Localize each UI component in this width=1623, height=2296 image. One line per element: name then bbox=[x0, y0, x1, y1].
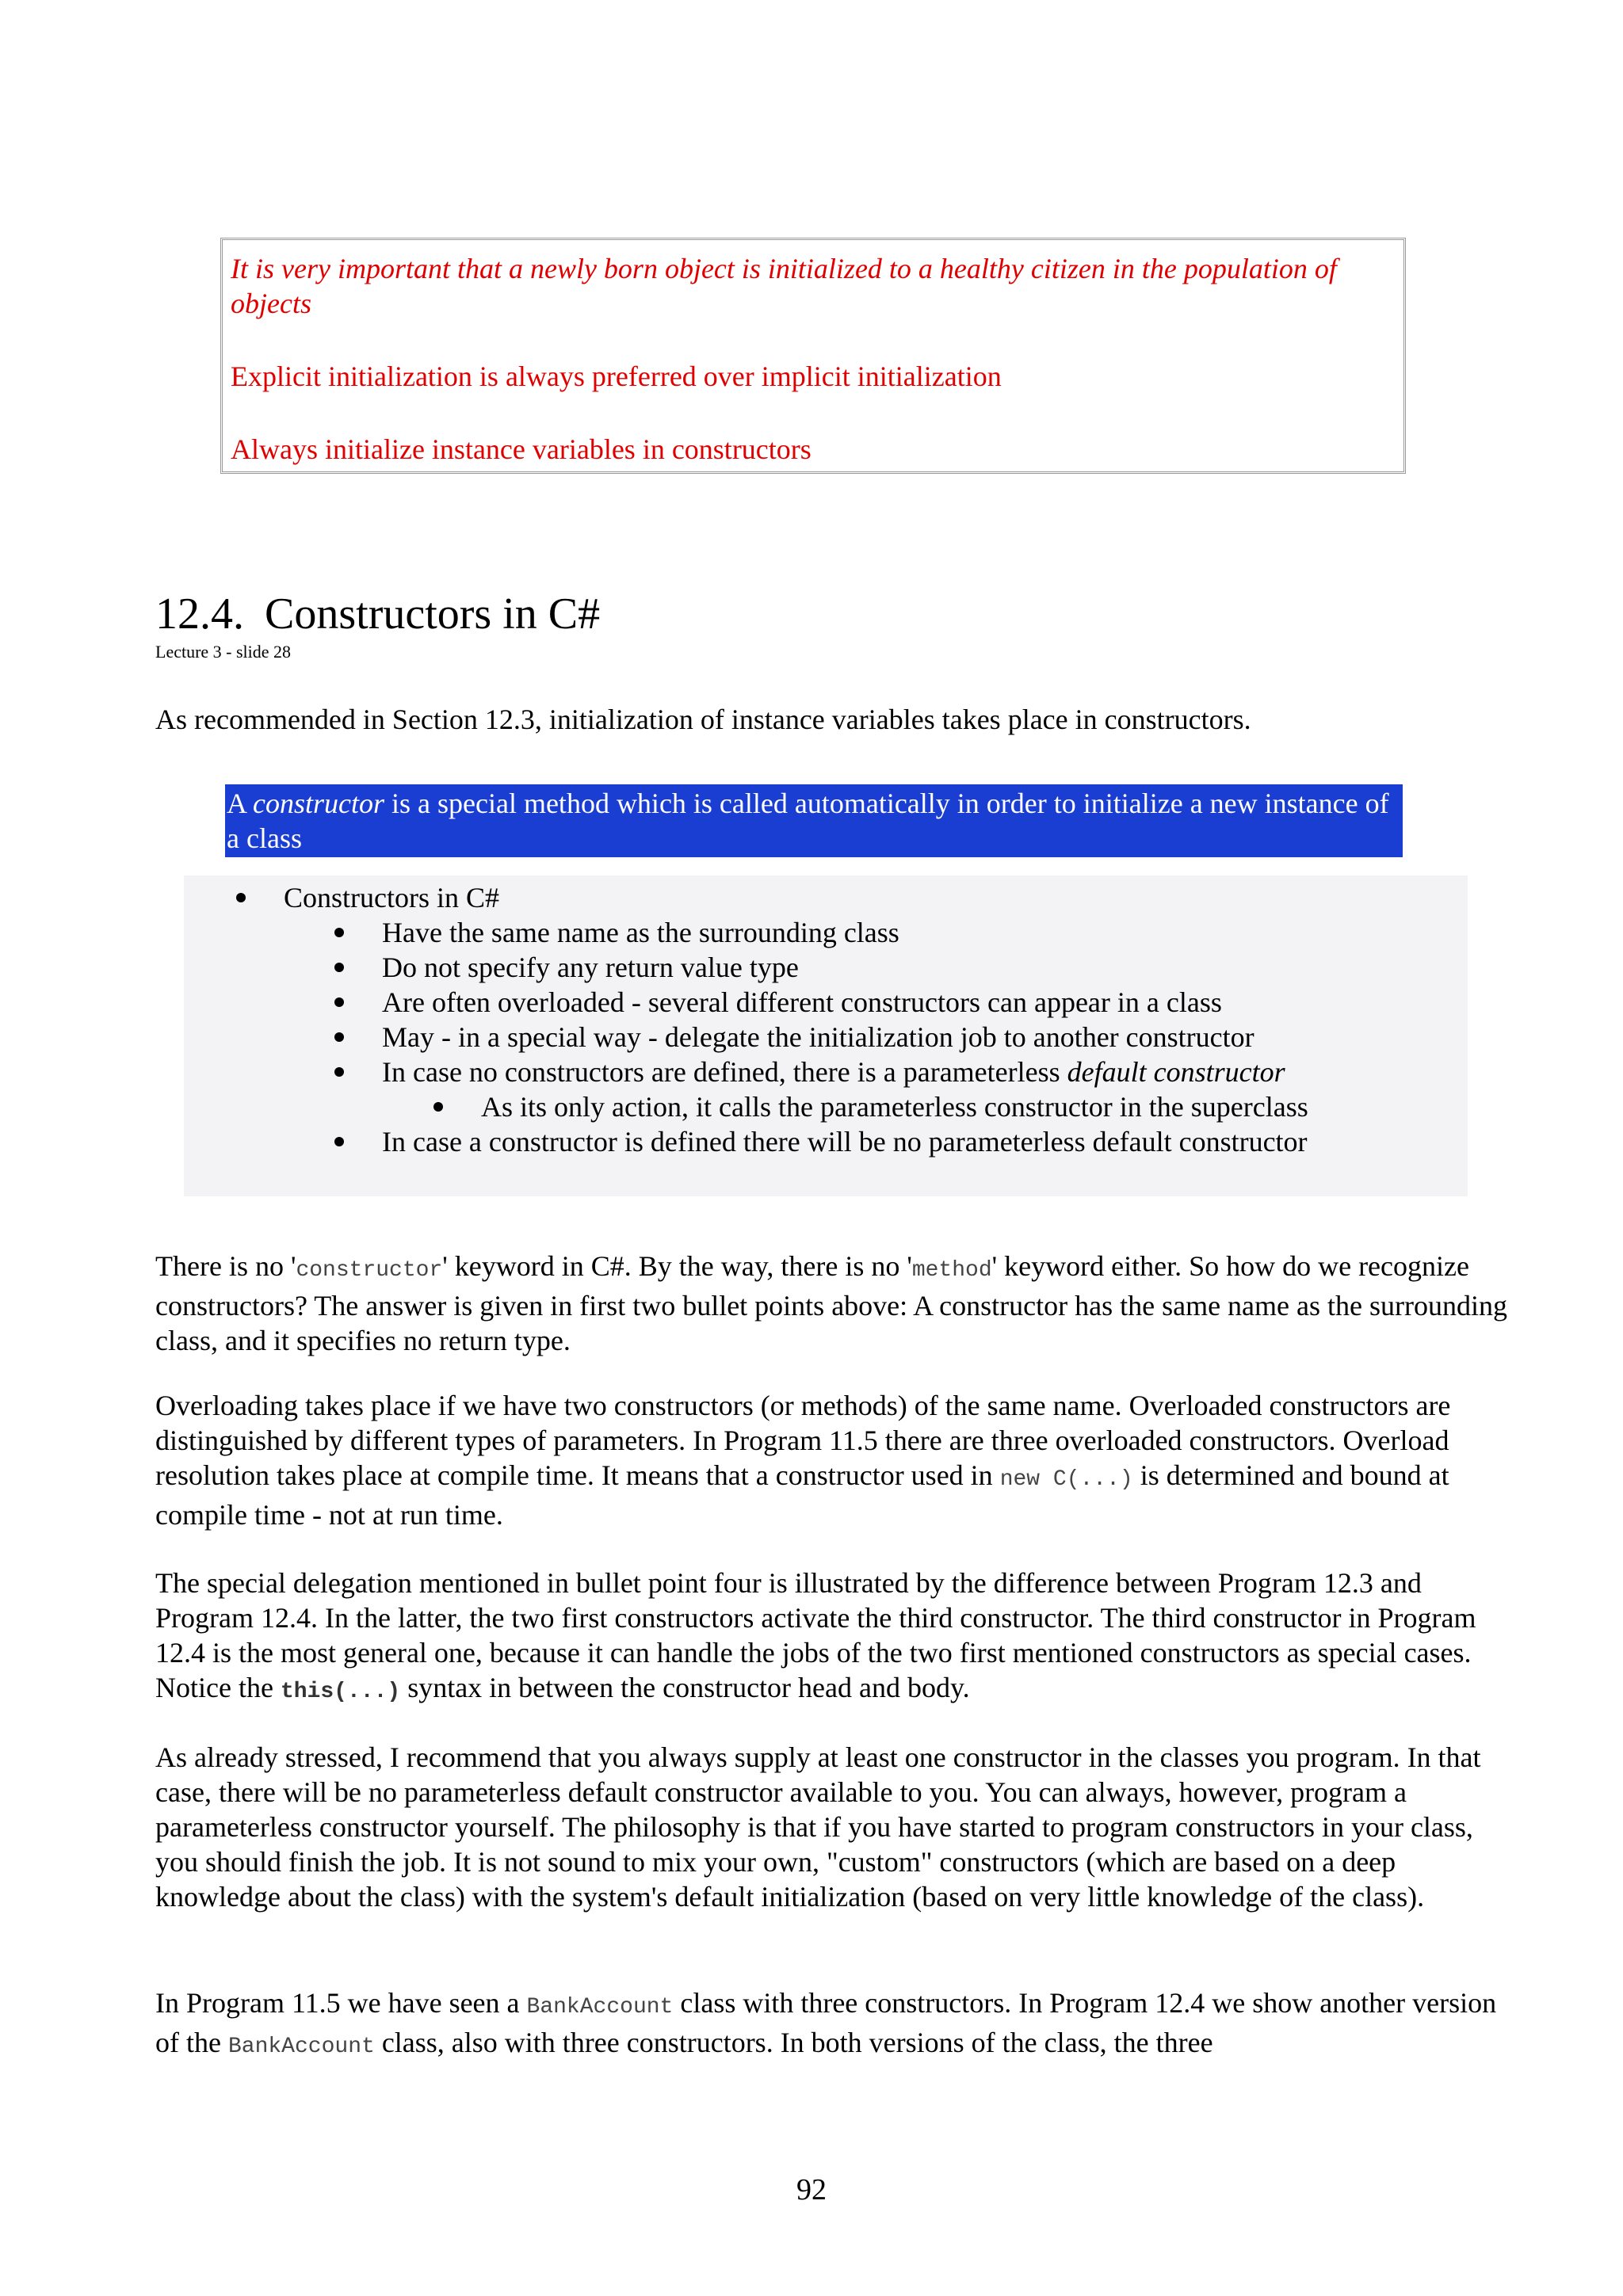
paragraph-recommendation: As already stressed, I recommend that you always supply at least one constructor in the classes you program. In that case, there will be no parameterless default constructor available to you. You can always, however, program a parameterless constructor yourself. The philosophy is that if you have started to program constructors in your class, you should finish the job. It is not sound to mix your own, "custom" constructors (which are based on a deep knowledge about the class) with the system's default initialization (based on very little knowledge of the class). bbox=[155, 1741, 1481, 1913]
bullet-item bbox=[184, 1055, 1468, 1089]
inline-code: BankAccount bbox=[526, 1995, 674, 2019]
bullet-list-panel bbox=[184, 875, 1468, 1196]
text-run: In Program 11.5 we have seen a bbox=[155, 1987, 527, 2019]
intro-paragraph: As recommended in Section 12.3, initialization of instance variables takes place in constructors. bbox=[155, 704, 1251, 735]
paragraph-no-constructor-keyword bbox=[155, 1249, 1518, 1358]
text-run: syntax in between the constructor head and body. bbox=[400, 1672, 970, 1703]
inline-code: BankAccount bbox=[227, 2035, 375, 2059]
definition-box bbox=[225, 784, 1403, 857]
bullet-list bbox=[184, 880, 1468, 1159]
section-title: Constructors in C# bbox=[265, 589, 601, 639]
section-number: 12.4. bbox=[155, 589, 244, 639]
paragraph-bankaccount bbox=[155, 1985, 1518, 2065]
inline-code: this(...) bbox=[280, 1680, 401, 1704]
bullet-emphasis: default constructor bbox=[1067, 1056, 1285, 1088]
definition-prefix: A bbox=[227, 788, 254, 819]
text-run: Overloading takes place if we have two constructors (or methods) of the same name. Overloaded constructors are distinguished by different types of parameters. In Program 11.5 there are three overloaded constructors. Overload resolution takes place at compile time. It means that a constructor used in bbox=[155, 1390, 1451, 1491]
bullet-text: In case no constructors are defined, there is a parameterless bbox=[382, 1056, 1067, 1088]
definition-text: is a special method which is called automatically in order to initialize a new instance of a class bbox=[227, 788, 1389, 854]
important-note-box bbox=[220, 238, 1406, 474]
section-heading bbox=[155, 588, 600, 640]
text-run: ' keyword either. So how do we recognize constructors? The answer is given in first two bullet points above: A constructor has the same name as the surrounding class, and it specifies no return type. bbox=[155, 1250, 1507, 1356]
definition-term: constructor bbox=[253, 788, 385, 819]
text-run: class, also with three constructors. In both versions of the class, the three bbox=[374, 2027, 1213, 2058]
text-run: class with three constructors. In Program 12.4 we show another version of the bbox=[155, 1987, 1497, 2058]
bullet-item: May - in a special way - delegate the initialization job to another constructor bbox=[184, 1020, 1468, 1055]
inline-code: method bbox=[911, 1258, 992, 1283]
inline-code: new C(...) bbox=[999, 1467, 1133, 1492]
bullet-item: Constructors in C# bbox=[184, 880, 1468, 915]
note-line-1: It is very important that a newly born object is initialized to a healthy citizen in the population of objects bbox=[231, 253, 1337, 319]
text-run: There is no ' bbox=[155, 1250, 296, 1282]
bullet-item: Do not specify any return value type bbox=[184, 950, 1468, 985]
page-number: 92 bbox=[796, 2173, 827, 2206]
text-run: ' keyword in C#. By the way, there is no ' bbox=[442, 1250, 912, 1282]
bullet-subitem: As its only action, it calls the parameterless constructor in the superclass bbox=[184, 1089, 1468, 1124]
paragraph-overloading bbox=[155, 1388, 1518, 1532]
bullet-item: Are often overloaded - several different constructors can appear in a class bbox=[184, 985, 1468, 1020]
paragraph-delegation bbox=[155, 1566, 1518, 1710]
text-run: The special delegation mentioned in bullet point four is illustrated by the difference between Program 12.3 and Program 12.4. In the latter, the two first constructors activate the third constructor. The third constructor in Program 12.4 is the most general one, because it can handle the jobs of the two first mentioned constructors as special cases. Notice the bbox=[155, 1567, 1476, 1703]
bullet-item: Have the same name as the surrounding class bbox=[184, 915, 1468, 950]
lecture-slide-reference: Lecture 3 - slide 28 bbox=[155, 642, 292, 662]
text-run: is determined and bound at compile time - not at run time. bbox=[155, 1459, 1449, 1531]
inline-code: constructor bbox=[296, 1258, 443, 1283]
bullet-item: In case a constructor is defined there will be no parameterless default constructor bbox=[184, 1124, 1468, 1159]
note-line-2: Explicit initialization is always preferred over implicit initialization bbox=[231, 360, 1002, 392]
note-line-3: Always initialize instance variables in constructors bbox=[231, 433, 812, 465]
